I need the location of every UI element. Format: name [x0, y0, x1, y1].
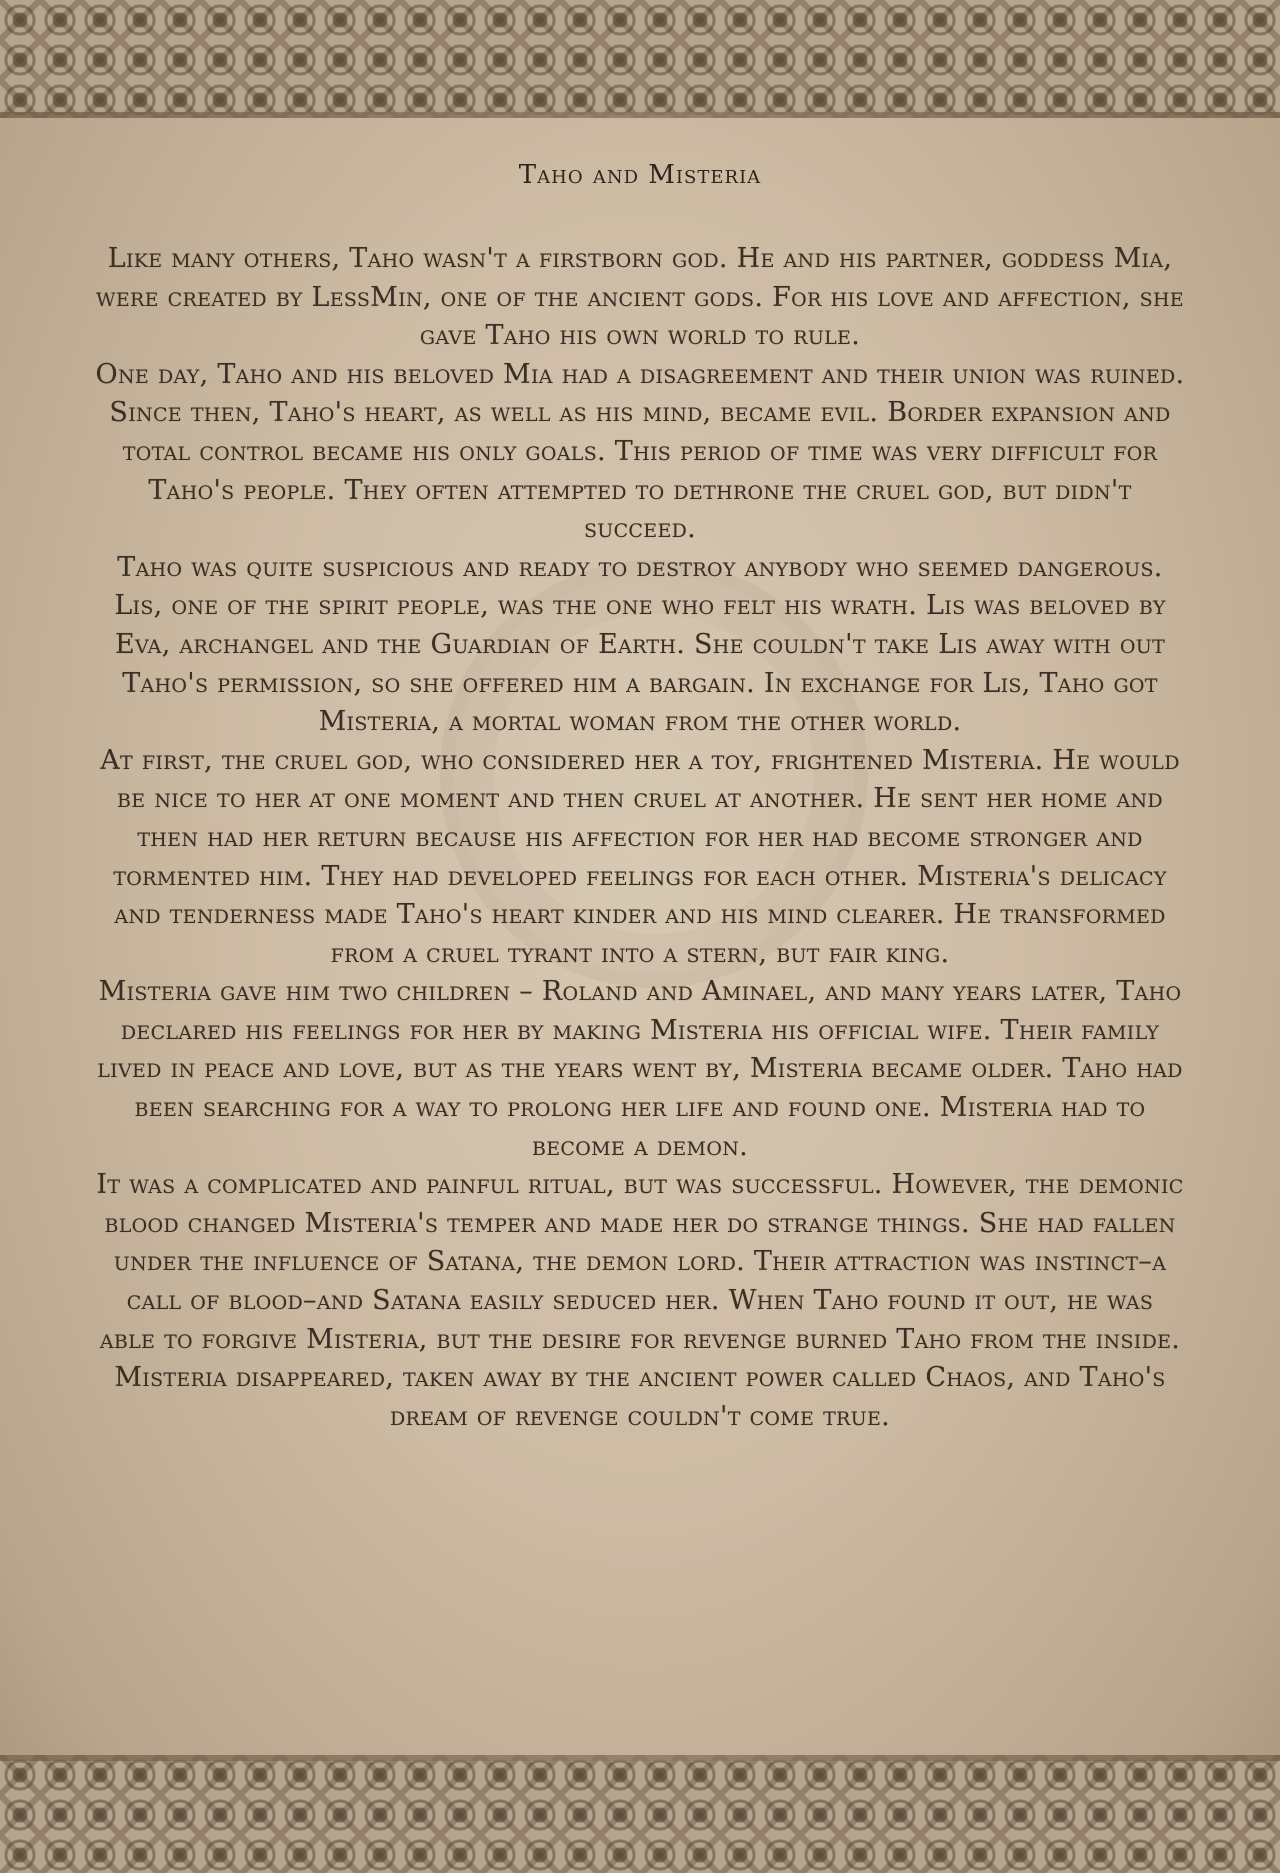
paragraph-6: It was a complicated and painful ritual, but was successful. However, the demonic blood changed Misteria's temper and made her do strange things. She had fallen under the influence of Satana, the demon lord. Their attraction was instinct–a call of blood–and Satana easily seduced her. When Taho found it out, he was able to forgive Misteria, but the desire for revenge burned Taho from the inside. Misteria disappeared, taken away by the ancient power called Chaos, and Taho's dream of revenge couldn't come true. — [96, 1169, 1184, 1432]
paragraph-2: One day, Taho and his beloved Mia had a disagreement and their union was ruined. Since then, Taho's heart, as well as his mind, became evil. Border expansion and total control became his only goals. This period of time was very difficult for Taho's people. They often attempted to dethrone the cruel god, but didn't succeed. — [95, 358, 1185, 545]
paragraph-3: Taho was quite suspicious and ready to destroy anybody who seemed dangerous. Lis, one of the spirit people, was the one who felt his wrath. Lis was beloved by Eva, archangel and the Guardian of Earth. She couldn't take Lis away with out Taho's permission, so she offered him a bargain. In exchange for Lis, Taho got Misteria, a mortal woman from the other world. — [114, 551, 1166, 738]
paragraph-4: At first, the cruel god, who considered her a toy, frightened Misteria. He would be nice to her at one moment and then cruel at another. He sent her home and then had her return because his affection for her had become stronger and tormented him. They had developed feelings for each other. Misteria's delicacy and tenderness made Taho's heart kinder and his mind clearer. He transformed from a cruel tyrant into a stern, but fair king. — [100, 744, 1180, 969]
paragraph-5: Misteria gave him two children – Roland and Aminael, and many years later, Taho declared his feelings for her by making Misteria his official wife. Their family lived in peace and love, but as the years went by, Misteria became older. Taho had been searching for a way to prolong her life and found one. Misteria had to become a demon. — [97, 976, 1183, 1162]
paragraph-1: Like many others, Taho wasn't a firstborn god. He and his partner, goddess Mia, were created by LessMin, one of the ancient gods. For his love and affection, she gave Taho his own world to rule. — [96, 243, 1184, 352]
story-content — [95, 160, 1185, 1436]
page-title: Taho and Misteria — [518, 160, 762, 190]
ornamental-border-bottom — [0, 1755, 1280, 1873]
ornamental-border-top — [0, 0, 1280, 118]
